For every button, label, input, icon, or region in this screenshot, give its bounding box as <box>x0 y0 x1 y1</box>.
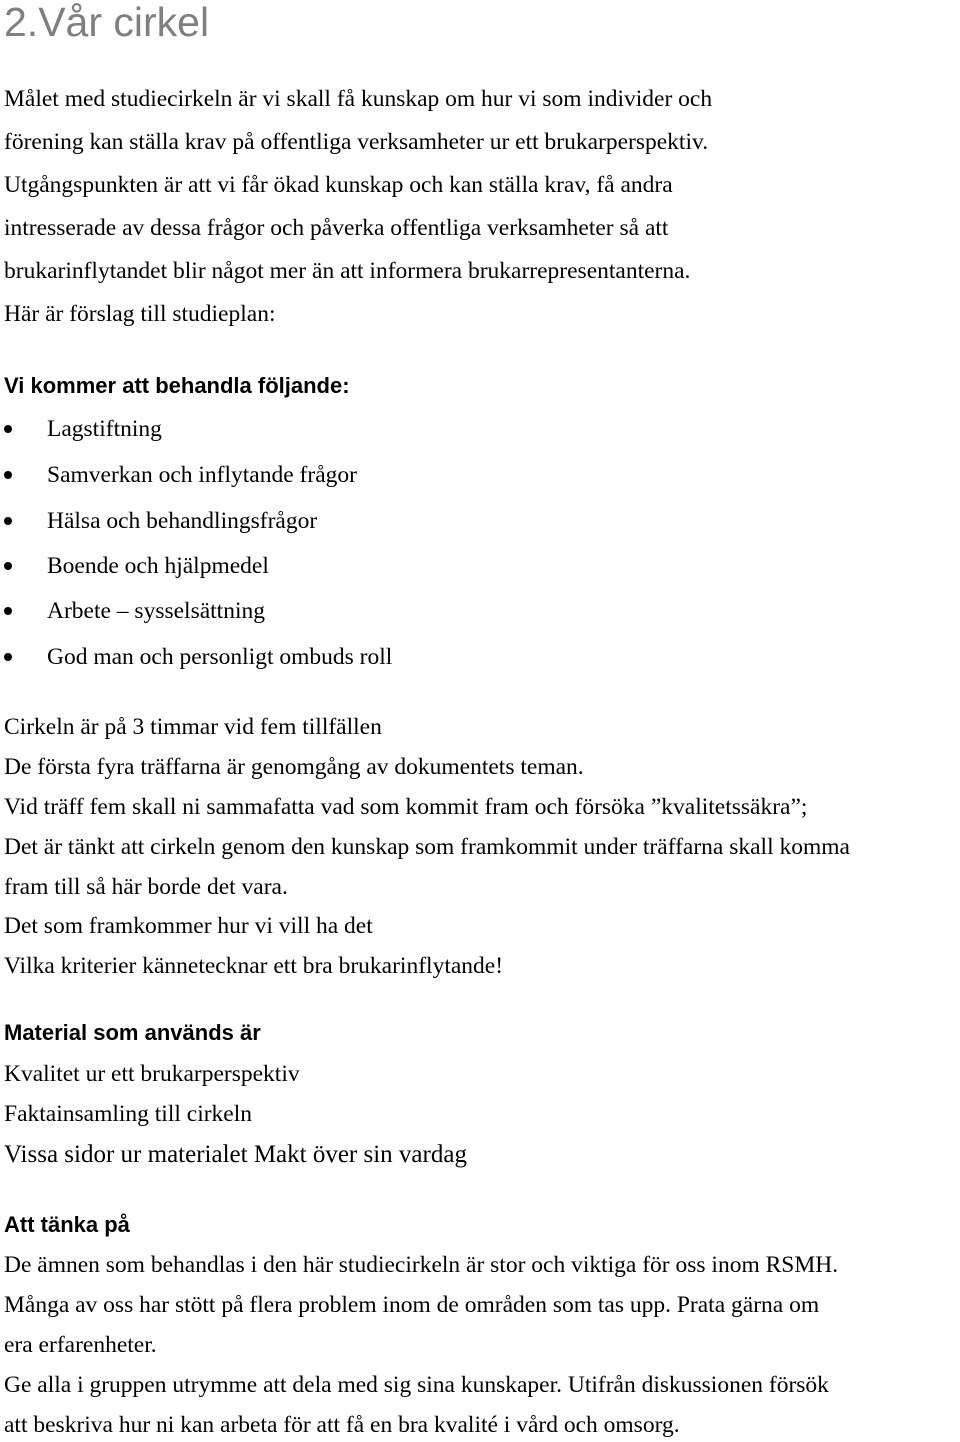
consider-line: att beskriva hur ni kan arbeta för att få en bra kvalité i vård och omsorg. <box>4 1412 680 1438</box>
to-consider-heading: Att tänka på <box>4 1212 130 1237</box>
intro-line: Målet med studiecirkeln är vi skall få kunskap om hur vi som individer och <box>4 86 713 112</box>
consider-line: era erfarenheter. <box>4 1332 157 1358</box>
topics-heading: Vi kommer att behandla följande: <box>4 373 350 398</box>
consider-line: Ge alla i gruppen utrymme att dela med sig sina kunskaper. Utifrån diskussionen försök <box>4 1372 829 1398</box>
materials-heading: Material som används är <box>4 1020 261 1045</box>
topic-label: Samverkan och inflytande frågor <box>47 462 357 488</box>
consider-line: Många av oss har stött på flera problem inom de områden som tas upp. Prata gärna om <box>4 1292 820 1318</box>
bullet-icon <box>4 517 12 525</box>
info-line: Det som framkommer hur vi vill ha det <box>4 913 373 939</box>
topic-label: Arbete – sysselsättning <box>47 598 265 624</box>
intro-line: förening kan ställa krav på offentliga verksamheter ur ett brukarperspektiv. <box>4 129 709 155</box>
bullet-icon <box>4 471 12 479</box>
intro-line: Utgångspunkten är att vi får ökad kunskap och kan ställa krav, få andra <box>4 172 673 198</box>
topic-label: Hälsa och behandlingsfrågor <box>47 508 318 534</box>
info-line: fram till så här borde det vara. <box>4 874 288 900</box>
topic-label: Boende och hjälpmedel <box>47 553 269 579</box>
info-line: Cirkeln är på 3 timmar vid fem tillfällen <box>4 714 382 740</box>
info-line: Det är tänkt att cirkeln genom den kunskap som framkommit under träffarna skall komma <box>4 834 850 860</box>
bullet-icon <box>4 607 12 615</box>
bullet-icon <box>4 425 12 433</box>
intro-line: Här är förslag till studieplan: <box>4 301 276 327</box>
topic-label: Lagstiftning <box>47 416 162 442</box>
consider-line: De ämnen som behandlas i den här studiecirkeln är stor och viktiga för oss inom RSMH. <box>4 1252 839 1278</box>
intro-line: brukarinflytandet blir något mer än att informera brukarrepresentanterna. <box>4 258 691 284</box>
chapter-title: 2.Vår cirkel <box>4 0 210 45</box>
intro-line: intresserade av dessa frågor och påverka offentliga verksamheter så att <box>4 215 669 241</box>
info-line: De första fyra träffarna är genomgång av dokumentets teman. <box>4 754 584 780</box>
topic-label: God man och personligt ombuds roll <box>47 644 393 670</box>
material-item: Faktainsamling till cirkeln <box>4 1101 253 1127</box>
material-item: Vissa sidor ur materialet Makt över sin vardag <box>4 1141 467 1168</box>
material-item: Kvalitet ur ett brukarperspektiv <box>4 1061 300 1087</box>
bullet-icon <box>4 653 12 661</box>
info-line: Vilka kriterier kännetecknar ett bra brukarinflytande! <box>4 953 504 979</box>
info-line: Vid träff fem skall ni sammafatta vad som kommit fram och försöka ”kvalitetssäkra”; <box>4 794 808 820</box>
bullet-icon <box>4 562 12 570</box>
